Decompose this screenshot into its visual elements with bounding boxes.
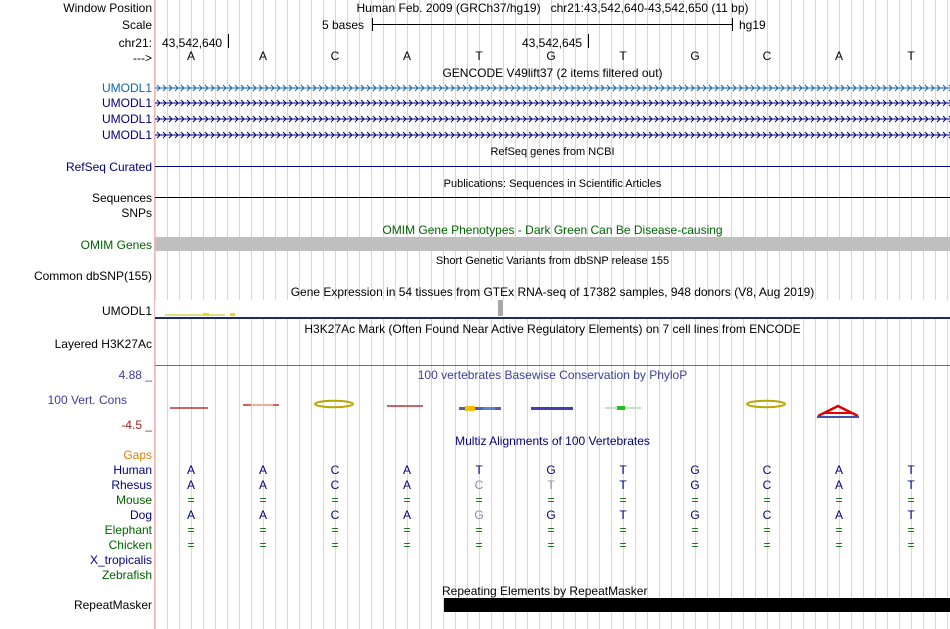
omim-gene-bar[interactable] xyxy=(155,237,950,251)
label-phylop-max: 4.88 _ xyxy=(118,368,152,382)
alignment-base-rhesus: C xyxy=(330,478,340,492)
alignment-base-dog: A xyxy=(402,508,411,522)
alignment-base-elephant: = xyxy=(619,523,627,537)
alignment-base-human: T xyxy=(475,463,483,477)
alignment-base-mouse: = xyxy=(619,493,627,507)
label-refseq-curated[interactable]: RefSeq Curated xyxy=(65,160,152,174)
alignment-base-dog: C xyxy=(762,508,772,522)
label-scale: Scale xyxy=(121,18,152,32)
alignment-base-human: T xyxy=(907,463,915,477)
alignment-base-mouse: = xyxy=(259,493,267,507)
gene-model-umodl1-1[interactable] xyxy=(155,83,950,93)
alignment-base-rhesus: G xyxy=(690,478,700,492)
label-omim-genes[interactable]: OMIM Genes xyxy=(80,238,152,252)
base-letter: A xyxy=(402,49,411,63)
alignment-base-human: C xyxy=(330,463,340,477)
alignment-base-dog: C xyxy=(330,508,340,522)
alignment-base-mouse: = xyxy=(187,493,195,507)
alignment-base-mouse: = xyxy=(403,493,411,507)
assembly-name: Human Feb. 2009 (GRCh37/hg19) xyxy=(356,1,541,15)
alignment-base-chicken: = xyxy=(475,538,483,552)
alignment-base-elephant: = xyxy=(547,523,555,537)
repeatmasker-track-title: Repeating Elements by RepeatMasker xyxy=(442,584,648,598)
track-labels-column xyxy=(0,0,154,629)
label-gaps: Gaps xyxy=(123,448,152,462)
base-letter: G xyxy=(546,49,556,63)
alignment-base-elephant: = xyxy=(259,523,267,537)
alignment-base-mouse: = xyxy=(835,493,843,507)
alignment-base-human: A xyxy=(402,463,411,477)
alignment-base-dog: A xyxy=(258,508,267,522)
alignment-base-dog: T xyxy=(907,508,915,522)
label-100-vert-cons[interactable]: 100 Vert. Cons xyxy=(47,393,127,407)
label-chromosome: chr21: xyxy=(118,36,152,50)
label-species-human: Human xyxy=(113,463,152,477)
gencode-track-title: GENCODE V49lift37 (2 items filtered out) xyxy=(442,66,663,80)
alignment-base-elephant: = xyxy=(907,523,915,537)
refseq-line xyxy=(155,166,950,167)
alignment-base-chicken: = xyxy=(835,538,843,552)
alignment-base-mouse: = xyxy=(907,493,915,507)
alignment-base-rhesus: T xyxy=(619,478,627,492)
label-gene-umodl1-3[interactable]: UMODL1 xyxy=(101,112,152,126)
h3k27ac-track-title: H3K27Ac Mark (Often Found Near Active Regulatory Elements) on 7 cell lines from ENCODE xyxy=(304,322,801,336)
alignment-base-rhesus: A xyxy=(186,478,195,492)
label-species-mouse: Mouse xyxy=(115,493,152,507)
base-letter: A xyxy=(186,49,195,63)
alignment-base-rhesus: C xyxy=(762,478,772,492)
alignment-base-human: G xyxy=(546,463,556,477)
alignment-base-dog: A xyxy=(186,508,195,522)
base-letter: A xyxy=(834,49,843,63)
label-strand-arrow: ---> xyxy=(133,51,152,65)
label-gene-umodl1-2[interactable]: UMODL1 xyxy=(101,96,152,110)
alignment-base-rhesus: C xyxy=(474,478,484,492)
alignment-base-chicken: = xyxy=(331,538,339,552)
base-letter: T xyxy=(907,49,915,63)
gene-model-umodl1-4[interactable] xyxy=(155,130,950,140)
label-species-rhesus: Rhesus xyxy=(111,478,152,492)
coordinate-tick-2: 43,542,645 xyxy=(522,36,583,50)
alignment-base-elephant: = xyxy=(187,523,195,537)
alignment-base-elephant: = xyxy=(763,523,771,537)
window-position-text xyxy=(155,1,950,15)
alignment-base-human: C xyxy=(762,463,772,477)
alignment-base-human: G xyxy=(690,463,700,477)
label-gene-umodl1-1[interactable]: UMODL1 xyxy=(101,81,152,95)
gtex-track-title: Gene Expression in 54 tissues from GTEx RNA-seq of 17382 samples, 948 donors (V8, Aug 2019) xyxy=(290,285,815,299)
label-common-dbsnp[interactable]: Common dbSNP(155) xyxy=(33,269,152,283)
alignment-base-rhesus: T xyxy=(907,478,915,492)
alignment-base-dog: G xyxy=(474,508,484,522)
alignment-base-chicken: = xyxy=(907,538,915,552)
alignment-base-human: A xyxy=(258,463,267,477)
coordinate-tick-1: 43,542,640 xyxy=(162,36,223,50)
label-species-zebrafish: Zebrafish xyxy=(101,568,152,582)
assembly-db-label: hg19 xyxy=(739,18,766,32)
base-letter: C xyxy=(762,49,772,63)
alignment-base-chicken: = xyxy=(763,538,771,552)
alignment-base-elephant: = xyxy=(331,523,339,537)
gene-model-umodl1-3[interactable] xyxy=(155,114,950,124)
alignment-base-rhesus: A xyxy=(258,478,267,492)
alignment-base-chicken: = xyxy=(691,538,699,552)
label-sequences[interactable]: Sequences xyxy=(91,191,152,205)
label-species-elephant: Elephant xyxy=(104,523,152,537)
alignment-base-mouse: = xyxy=(763,493,771,507)
base-letter: T xyxy=(475,49,483,63)
refseq-track-title: RefSeq genes from NCBI xyxy=(490,146,615,158)
label-layered-h3k27ac[interactable]: Layered H3K27Ac xyxy=(54,337,152,351)
alignment-base-dog: G xyxy=(546,508,556,522)
repeatmasker-element-bar[interactable] xyxy=(444,598,950,612)
alignment-base-mouse: = xyxy=(331,493,339,507)
track-data-area[interactable] xyxy=(155,0,950,629)
alignment-base-rhesus: T xyxy=(547,478,555,492)
label-gene-umodl1-4[interactable]: UMODL1 xyxy=(101,128,152,142)
omim-track-title: OMIM Gene Phenotypes - Dark Green Can Be Disease-causing xyxy=(382,223,723,237)
base-letter: T xyxy=(619,49,627,63)
base-letter: A xyxy=(258,49,267,63)
publications-track-title: Publications: Sequences in Scientific Articles xyxy=(443,178,662,190)
alignment-base-chicken: = xyxy=(547,538,555,552)
alignment-base-dog: G xyxy=(690,508,700,522)
alignment-base-human: A xyxy=(186,463,195,477)
label-repeatmasker[interactable]: RepeatMasker xyxy=(73,598,152,612)
label-snps[interactable]: SNPs xyxy=(121,206,152,220)
base-letter: G xyxy=(690,49,700,63)
alignment-base-elephant: = xyxy=(475,523,483,537)
publications-line xyxy=(155,197,950,198)
alignment-base-elephant: = xyxy=(835,523,843,537)
alignment-base-dog: A xyxy=(834,508,843,522)
alignment-base-rhesus: A xyxy=(834,478,843,492)
label-species-chicken: Chicken xyxy=(108,538,152,552)
alignment-base-chicken: = xyxy=(187,538,195,552)
alignment-base-chicken: = xyxy=(619,538,627,552)
alignment-base-mouse: = xyxy=(547,493,555,507)
label-window-position: Window Position xyxy=(63,1,152,15)
alignment-base-human: T xyxy=(619,463,627,477)
alignment-base-chicken: = xyxy=(259,538,267,552)
label-phylop-min: -4.5 _ xyxy=(121,418,152,432)
label-species-dog: Dog xyxy=(129,508,152,522)
alignment-base-elephant: = xyxy=(691,523,699,537)
label-species-x-tropicalis: X_tropicalis xyxy=(89,553,152,567)
alignment-base-human: A xyxy=(834,463,843,477)
alignment-base-mouse: = xyxy=(475,493,483,507)
gene-model-umodl1-2[interactable] xyxy=(155,98,950,108)
phylop-track-title: 100 vertebrates Basewise Conservation by PhyloP xyxy=(417,368,688,382)
base-letter: C xyxy=(330,49,340,63)
alignment-base-rhesus: A xyxy=(402,478,411,492)
alignment-base-elephant: = xyxy=(403,523,411,537)
window-coordinates: chr21:43,542,640-43,542,650 (11 bp) xyxy=(550,1,749,15)
phylop-conservation-logos[interactable] xyxy=(155,380,950,430)
label-gtex-umodl1[interactable]: UMODL1 xyxy=(101,304,152,318)
scale-bar-label: 5 bases xyxy=(322,18,365,32)
alignment-base-dog: T xyxy=(619,508,627,522)
dbsnp-track-title: Short Genetic Variants from dbSNP release 155 xyxy=(435,255,670,267)
alignment-base-mouse: = xyxy=(691,493,699,507)
h3k27ac-baseline xyxy=(155,365,950,366)
multiz-track-title: Multiz Alignments of 100 Vertebrates xyxy=(455,434,650,448)
alignment-base-chicken: = xyxy=(403,538,411,552)
